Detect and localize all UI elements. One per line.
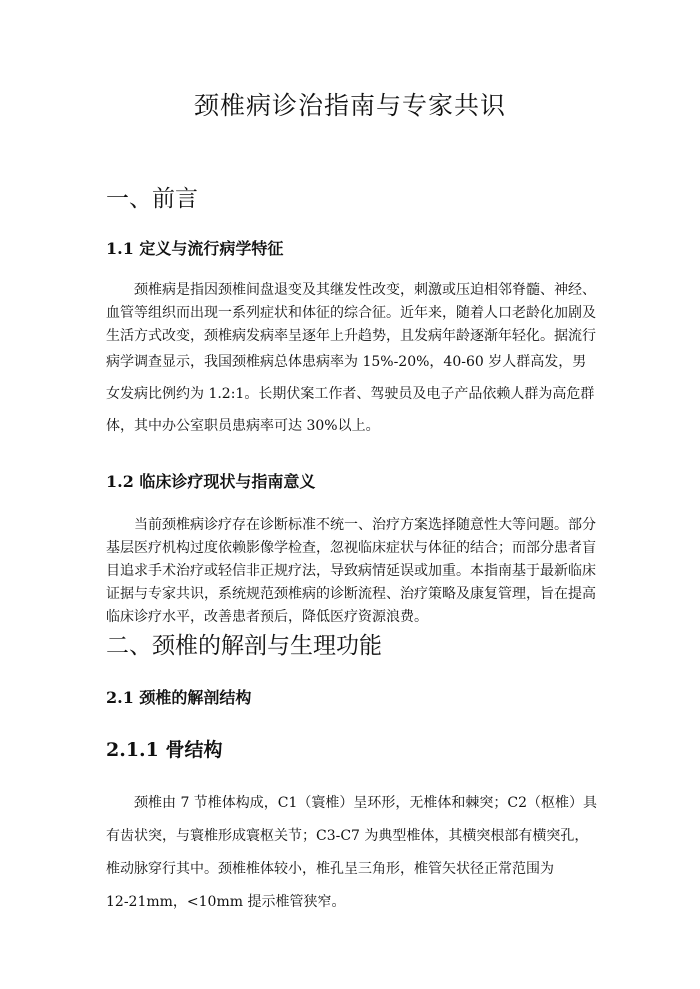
paragraph-line: 椎动脉穿行其中。颈椎椎体较小，椎孔呈三角形，椎管矢状径正常范围为 [106, 861, 554, 877]
paragraph-clinical-status [106, 514, 598, 629]
subsection-heading-anatomical-structure: 2.1 颈椎的解剖结构 [106, 688, 252, 707]
paragraph-line: 生活方式改变，颈椎病发病率呈逐年上升趋势，且发病年龄逐渐年轻化。据流行 [106, 328, 596, 344]
paragraph-line: 颈椎病是指因颈椎间盘退变及其继发性改变，刺激或压迫相邻脊髓、神经、 [134, 282, 596, 298]
section-heading-anatomy: 二、颈椎的解剖与生理功能 [106, 633, 382, 659]
document-title: 颈椎病诊治指南与专家共识 [193, 91, 506, 120]
paragraph-line: 证据与专家共识，系统规范颈椎病的诊断流程、治疗策略及康复管理，旨在提高 [106, 586, 596, 602]
subsubsection-heading-bone-structure: 2.1.1 骨结构 [106, 739, 223, 761]
paragraph-bone-structure [106, 787, 598, 919]
paragraph-line: 12-21mm，<10mm 提示椎管狭窄。 [106, 894, 346, 910]
paragraph-line: 血管等组织而出现一系列症状和体征的综合征。近年来，随着人口老龄化加剧及 [106, 305, 596, 321]
paragraph-line: 颈椎由 7 节椎体构成，C1（寰椎）呈环形，无椎体和棘突；C2（枢椎）具 [134, 795, 598, 811]
paragraph-line: 病学调查显示，我国颈椎病总体患病率为 15%-20%，40-60 岁人群高发，男 [106, 354, 587, 370]
paragraph-line: 当前颈椎病诊疗存在诊断标准不统一、治疗方案选择随意性大等问题。部分 [134, 517, 596, 533]
paragraph-line: 有齿状突，与寰椎形成寰枢关节；C3-C7 为典型椎体，其横突根部有横突孔， [106, 828, 589, 844]
paragraph-line: 基层医疗机构过度依赖影像学检查，忽视临床症状与体征的结合；而部分患者盲 [106, 540, 596, 556]
subsection-heading-definition: 1.1 定义与流行病学特征 [106, 239, 284, 258]
paragraph-line: 体，其中办公室职员患病率可达 30%以上。 [106, 418, 380, 434]
paragraph-line: 临床诊疗水平，改善患者预后，降低医疗资源浪费。 [106, 609, 428, 625]
subsection-heading-clinical-status: 1.2 临床诊疗现状与指南意义 [106, 472, 316, 491]
paragraph-line: 目追求手术治疗或轻信非正规疗法，导致病情延误或加重。本指南基于最新临床 [106, 563, 596, 579]
paragraph-definition [106, 279, 598, 442]
section-heading-preface: 一、前言 [106, 186, 198, 212]
paragraph-line: 女发病比例约为 1.2:1。长期伏案工作者、驾驶员及电子产品依赖人群为高危群 [106, 386, 595, 402]
